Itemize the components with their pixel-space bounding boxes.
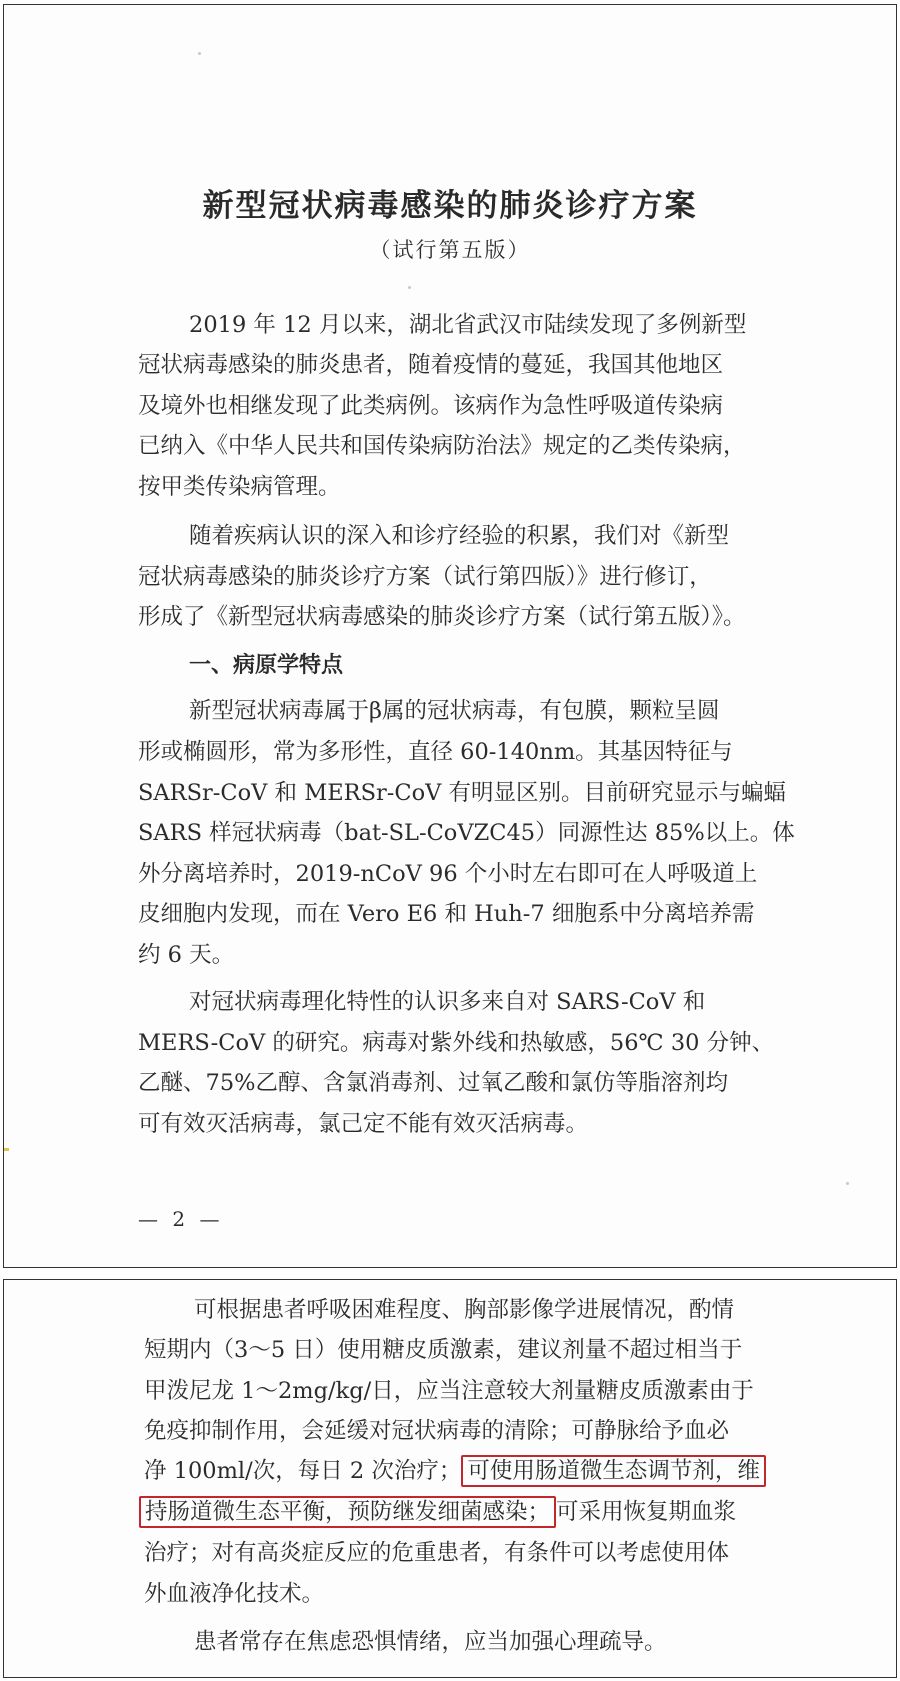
paragraph-line: 冠状病毒感染的肺炎诊疗方案（试行第四版）》进行修订， xyxy=(138,564,712,590)
paragraph-line: 外血液净化技术。 xyxy=(144,1581,325,1607)
paragraph-line: 患者常存在焦虑恐惧情绪，应当加强心理疏导。 xyxy=(194,1629,667,1655)
paragraph-line: 约 6 天。 xyxy=(138,942,235,968)
scan-speck xyxy=(846,1182,849,1185)
line-text: 可采用恢复期血浆 xyxy=(556,1499,737,1525)
document-page-2 xyxy=(3,1279,897,1678)
document-subtitle: （试行第五版） xyxy=(369,238,531,262)
paragraph-line: 可根据患者呼吸困难程度、胸部影像学进展情况，酌情 xyxy=(194,1297,735,1323)
margin-mark xyxy=(4,1148,9,1151)
document-page-1 xyxy=(3,4,897,1268)
paragraph-line xyxy=(144,1456,766,1486)
paragraph-line: 乙醚、75%乙醇、含氯消毒剂、过氧乙酸和氯仿等脂溶剂均 xyxy=(138,1070,729,1096)
paragraph-line: 2019 年 12 月以来，湖北省武汉市陆续发现了多例新型 xyxy=(189,312,747,338)
paragraph-line: 皮细胞内发现，而在 Vero E6 和 Huh-7 细胞系中分离培养需 xyxy=(138,901,755,927)
paragraph-line: 已纳入《中华人民共和国传染病防治法》规定的乙类传染病， xyxy=(138,433,746,459)
line-text: 净 100ml/次，每日 2 次治疗； xyxy=(144,1458,462,1484)
paragraph-line: 及境外也相继发现了此类病例。该病作为急性呼吸道传染病 xyxy=(138,393,724,419)
page-number: — 2 — xyxy=(138,1207,224,1231)
paragraph-line: 冠状病毒感染的肺炎患者，随着疫情的蔓延，我国其他地区 xyxy=(138,352,724,378)
paragraph-line: 形成了《新型冠状病毒感染的肺炎诊疗方案（试行第五版）》。 xyxy=(138,604,746,630)
paragraph-line: SARS 样冠状病毒（bat-SL-CoVZC45）同源性达 85%以上。体 xyxy=(138,820,795,846)
highlighted-text: 可使用肠道微生态调节剂，维 xyxy=(461,1455,766,1487)
paragraph-line: 按甲类传染病管理。 xyxy=(138,474,341,500)
paragraph-line: 甲泼尼龙 1～2mg/kg/日，应当注意较大剂量糖皮质激素由于 xyxy=(144,1378,754,1404)
paragraph-line: 外分离培养时，2019-nCoV 96 个小时左右即可在人呼吸道上 xyxy=(138,861,758,887)
scan-speck xyxy=(198,52,201,55)
paragraph-line: 可有效灭活病毒，氯己定不能有效灭活病毒。 xyxy=(138,1111,589,1137)
paragraph-line: 新型冠状病毒属于β属的冠状病毒，有包膜，颗粒呈圆 xyxy=(189,698,720,724)
paragraph-line: 对冠状病毒理化特性的认识多来自对 SARS-CoV 和 xyxy=(189,989,706,1015)
paragraph-line xyxy=(139,1497,736,1527)
paragraph-line: 免疫抑制作用，会延缓对冠状病毒的清除；可静脉给予血必 xyxy=(144,1418,730,1444)
scan-speck xyxy=(408,286,411,289)
paragraph-line: 形或椭圆形，常为多形性，直径 60-140nm。其基因特征与 xyxy=(138,739,733,765)
paragraph-line: MERS-CoV 的研究。病毒对紫外线和热敏感，56℃ 30 分钟、 xyxy=(138,1030,775,1056)
document-title: 新型冠状病毒感染的肺炎诊疗方案 xyxy=(202,188,698,224)
paragraph-line: SARSr-CoV 和 MERSr-CoV 有明显区别。目前研究显示与蝙蝠 xyxy=(138,780,787,806)
paragraph-line: 随着疾病认识的深入和诊疗经验的积累，我们对《新型 xyxy=(189,523,730,549)
paragraph-line: 短期内（3～5 日）使用糖皮质激素，建议剂量不超过相当于 xyxy=(144,1337,743,1363)
highlighted-text: 持肠道微生态平衡，预防继发细菌感染； xyxy=(139,1496,556,1528)
section-heading: 一、病原学特点 xyxy=(189,653,344,678)
paragraph-line: 治疗；对有高炎症反应的危重患者，有条件可以考虑使用体 xyxy=(144,1540,730,1566)
